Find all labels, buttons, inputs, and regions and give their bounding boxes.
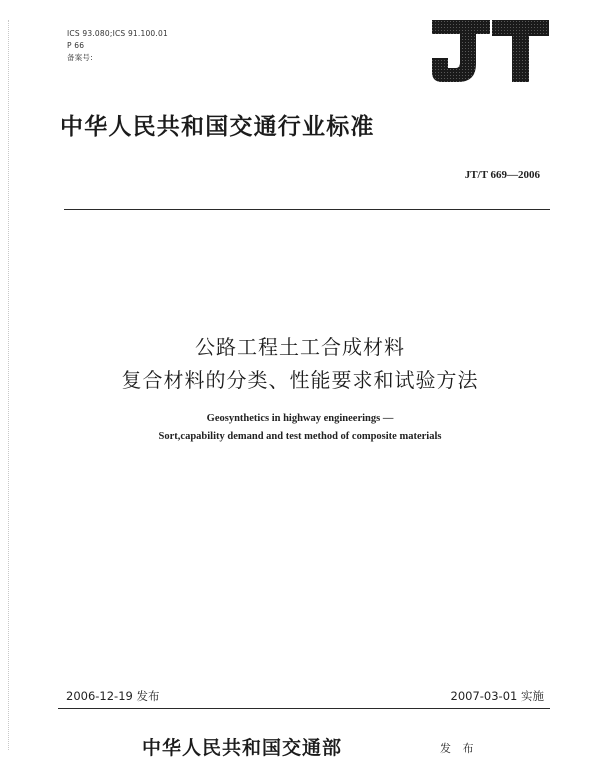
issuer-name: 中华人民共和国交通部: [142, 737, 343, 759]
filing-number-label: 备案号:: [67, 53, 93, 62]
standard-number: JT/T 669—2006: [464, 169, 540, 181]
ics-code: ICS 93.080;ICS 91.100.01: [67, 29, 168, 38]
jt-logo: [428, 14, 553, 86]
bottom-divider: [58, 708, 550, 709]
header-metadata: [67, 28, 168, 64]
issued-label: 发 布: [440, 742, 478, 755]
implementation-date: 2007-03-01 实施: [450, 689, 544, 703]
title-en-line1: Geosynthetics in highway engineerings —: [206, 413, 394, 424]
title-cn-line2: 复合材料的分类、性能要求和试验方法: [121, 368, 479, 392]
main-title: 中华人民共和国交通行业标准: [60, 113, 375, 140]
title-en-line2: Sort,capability demand and test method of composite materials: [158, 431, 442, 442]
top-divider: [64, 209, 550, 210]
title-cn-line1: 公路工程土工合成材料: [195, 335, 405, 359]
issue-date: 2006-12-19 发布: [66, 689, 160, 703]
category-code: P 66: [67, 41, 85, 50]
